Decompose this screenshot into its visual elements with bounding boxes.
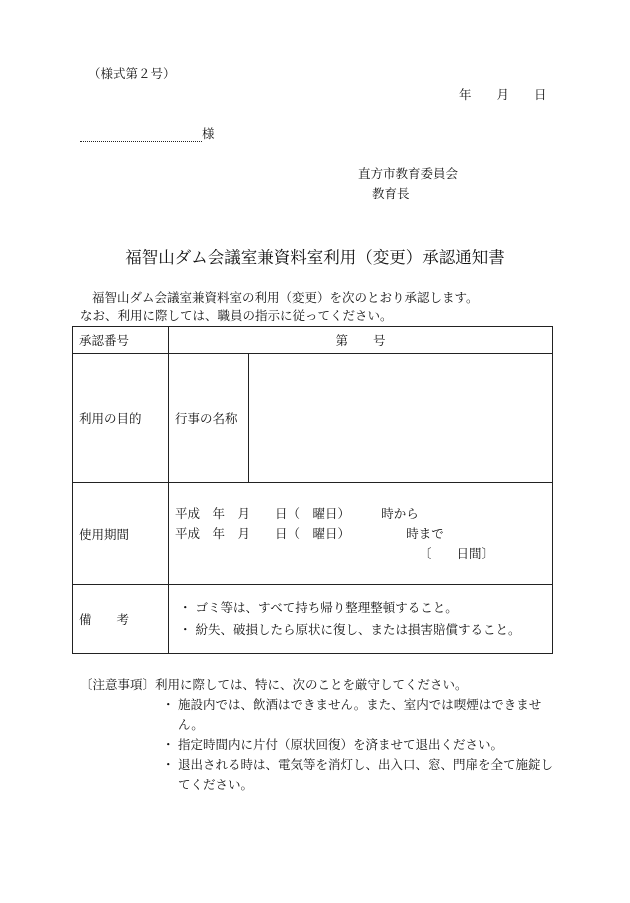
table-row-approval-number (73, 327, 553, 354)
note-text: 退出される時は、電気等を消灯し、出入口、窓、門扉を全て施錠してください。 (178, 757, 554, 792)
addressee-blank (80, 128, 202, 142)
remarks-field (169, 585, 553, 654)
body-line-1: 福智山ダム会議室兼資料室の利用（変更）を次のとおり承認します。 (92, 290, 479, 305)
body-line-2: なお、利用に際しては、職員の指示に従ってください。 (80, 308, 393, 323)
note-bullet: ・ (162, 737, 175, 752)
issuer-organization: 直方市教育委員会 (358, 166, 459, 181)
notes-heading: 〔注意事項〕利用に際しては、特に、次のことを厳守してください。 (80, 677, 468, 692)
remark-item: ・ 紛失、破損したら原状に復し、または損害賠償すること。 (179, 622, 521, 637)
table-row-purpose (73, 354, 553, 483)
event-name-field[interactable] (249, 354, 553, 483)
event-name-label: 行事の名称 (169, 354, 249, 483)
period-field[interactable] (169, 483, 553, 585)
addressee-suffix: 様 (202, 126, 215, 141)
note-item (162, 755, 554, 795)
table-row-period (73, 483, 553, 585)
addressee-line (80, 124, 215, 142)
note-text: 指定時間内に片付（原状回復）を済ませて退出ください。 (178, 737, 504, 752)
period-label: 使用期間 (73, 483, 169, 585)
note-bullet: ・ (162, 757, 175, 772)
document-title: 福智山ダム会議室兼資料室利用（変更）承認通知書 (125, 248, 505, 267)
remark-item: ・ ゴミ等は、すべて持ち帰り整理整頓すること。 (179, 600, 458, 615)
form-number: （様式第２号） (88, 66, 176, 81)
note-item (162, 695, 554, 735)
issuer-title: 教育長 (372, 186, 410, 201)
approval-number-label: 承認番号 (73, 327, 169, 354)
purpose-label: 利用の目的 (73, 354, 169, 483)
date-line: 年 月 日 (459, 87, 547, 102)
period-days: 〔 日間〕 (419, 545, 495, 561)
period-to: 平成 年 月 日（ 曜日） 時まで (175, 525, 444, 541)
period-from: 平成 年 月 日（ 曜日） 時から (175, 505, 419, 521)
approval-table (72, 326, 553, 654)
approval-number-value: 第 号 (169, 327, 553, 354)
table-row-remarks (73, 585, 553, 654)
remarks-label: 備 考 (73, 585, 169, 654)
note-item (162, 735, 554, 755)
note-text: 施設内では、飲酒はできません。また、室内では喫煙はできません。 (178, 697, 542, 732)
note-bullet: ・ (162, 697, 175, 712)
